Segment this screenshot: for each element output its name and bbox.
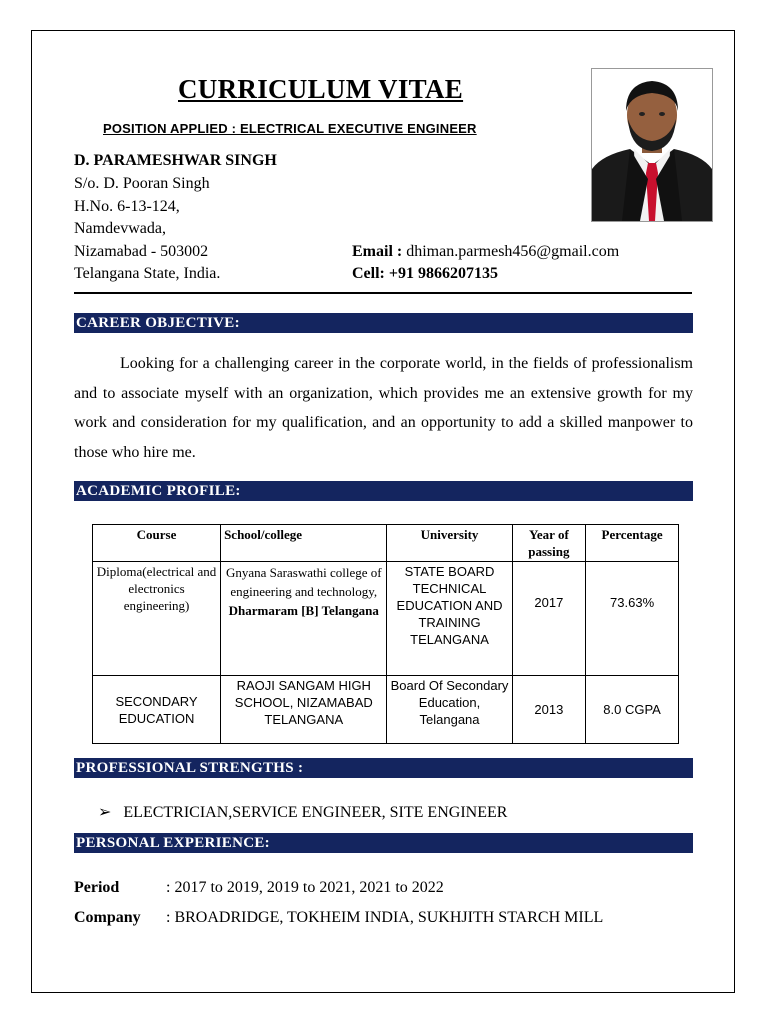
email-value[interactable]: dhiman.parmesh456@gmail.com — [406, 243, 620, 260]
address-line-5: Telangana State, India. — [74, 265, 221, 282]
position-applied: POSITION APPLIED : ELECTRICAL EXECUTIVE ENGINEER — [103, 121, 477, 136]
career-objective-text: Looking for a challenging career in the corporate world, in the fields of professionalism and to associate myself with an organization, which provides me an extensive growth for my work and consideration for my qualification, and an opportunity to add a skilled manpower to those who hire me. — [74, 355, 693, 461]
cell-year: 2017 — [512, 562, 586, 676]
cell-line — [352, 265, 498, 283]
address-line-1: S/o. D. Pooran Singh — [74, 175, 210, 192]
cell-university: Board Of Secondary Education, Telangana — [387, 676, 512, 744]
cell-value[interactable]: +91 9866207135 — [388, 265, 498, 282]
address-line-4: Nizamabad - 503002 — [74, 243, 209, 260]
address-line-2: H.No. 6-13-124, — [74, 198, 180, 215]
person-photo-icon — [592, 69, 712, 221]
document-title: CURRICULUM VITAE — [178, 74, 464, 104]
col-year: Year of passing — [512, 525, 586, 562]
address-line-3: Namdevwada, — [74, 220, 166, 237]
company-label: Company — [74, 909, 141, 926]
section-personal-experience: PERSONAL EXPERIENCE: — [74, 833, 693, 853]
col-university: University — [387, 525, 512, 562]
school-location: Dharmaram [B] Telangana — [228, 603, 379, 618]
section-career-objective: CAREER OBJECTIVE: — [74, 313, 693, 333]
cell-percentage: 73.63% — [586, 562, 679, 676]
profile-photo — [591, 68, 713, 222]
period-label: Period — [74, 879, 120, 896]
table-header-row — [93, 525, 679, 562]
cell-school: RAOJI SANGAM HIGH SCHOOL, NIZAMABAD TELANGANA — [221, 676, 387, 744]
candidate-name: D. PARAMESHWAR SINGH — [74, 152, 277, 169]
academic-table — [92, 524, 679, 744]
email-line — [352, 243, 619, 261]
cell-percentage: 8.0 CGPA — [586, 676, 679, 744]
company-value: : BROADRIDGE, TOKHEIM INDIA, SUKHJITH STARCH MILL — [166, 909, 604, 926]
period-value: : 2017 to 2019, 2019 to 2021, 2021 to 2022 — [166, 879, 444, 896]
school-name: Gnyana Saraswathi college of engineering and technology, — [225, 565, 382, 599]
table-row — [93, 562, 679, 676]
strength-text: ELECTRICIAN,SERVICE ENGINEER, SITE ENGINEER — [123, 804, 508, 821]
cell-school — [221, 562, 387, 676]
cell-course: Diploma(electrical and electronics engineering) — [93, 562, 221, 676]
col-percentage: Percentage — [586, 525, 679, 562]
email-label: Email : — [352, 243, 403, 260]
col-school: School/college — [221, 525, 387, 562]
cell-label: Cell: — [352, 265, 385, 282]
arrow-bullet-icon: ➢ — [98, 804, 112, 821]
strength-item — [98, 802, 507, 822]
cell-year: 2013 — [512, 676, 586, 744]
cell-course: SECONDARY EDUCATION — [93, 676, 221, 744]
table-row — [93, 676, 679, 744]
header-divider — [74, 292, 692, 294]
col-course: Course — [93, 525, 221, 562]
cell-university: STATE BOARD TECHNICAL EDUCATION AND TRAINING TELANGANA — [387, 562, 512, 676]
section-academic-profile: ACADEMIC PROFILE: — [74, 481, 693, 501]
section-professional-strengths: PROFESSIONAL STRENGTHS : — [74, 758, 693, 778]
